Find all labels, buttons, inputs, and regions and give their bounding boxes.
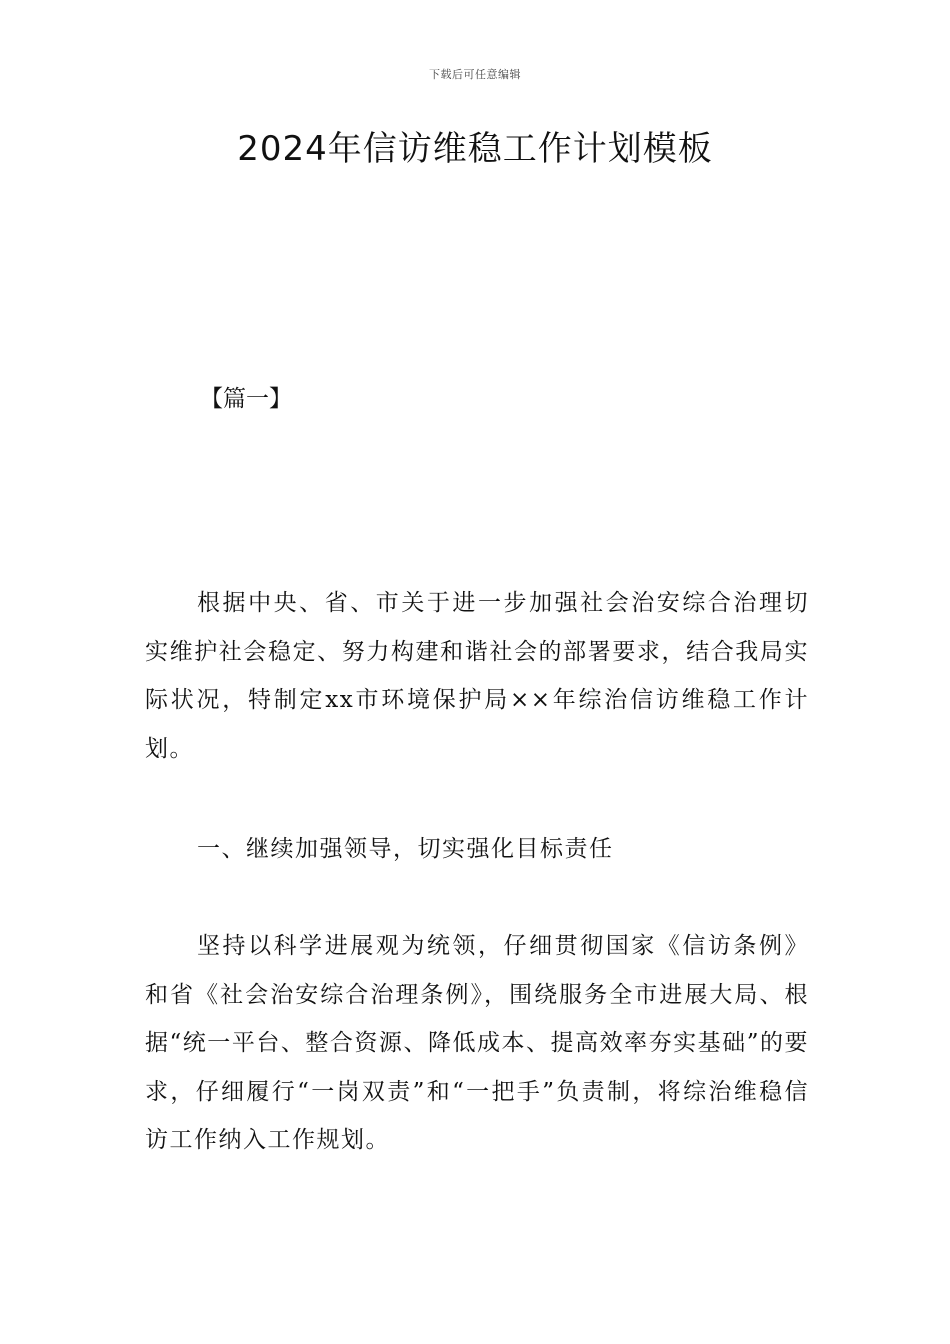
section-heading: 一、继续加强领导，切实强化目标责任 — [197, 836, 614, 862]
section-marker: 【篇一】 — [200, 386, 292, 412]
document-title: 2024年信访维稳工作计划模板 — [237, 129, 713, 169]
body-paragraph: 坚持以科学进展观为统领，仔细贯彻国家《信访条例》和省《社会治安综合治理条例》，围绕服务全市进展大局、根据“统一平台、整合资源、降低成本、提高效率夯实基础”的要求，仔细履行“一岗双责”和“一把手”负责制，将综治维稳信访工作纳入工作规划。 — [145, 933, 809, 1153]
header-note: 下载后可任意编辑 — [429, 68, 521, 81]
intro-paragraph: 根据中央、省、市关于进一步加强社会治安综合治理切实维护社会稳定、努力构建和谐社会的部署要求，结合我局实际状况，特制定xx市环境保护局××年综治信访维稳工作计划。 — [145, 590, 809, 762]
